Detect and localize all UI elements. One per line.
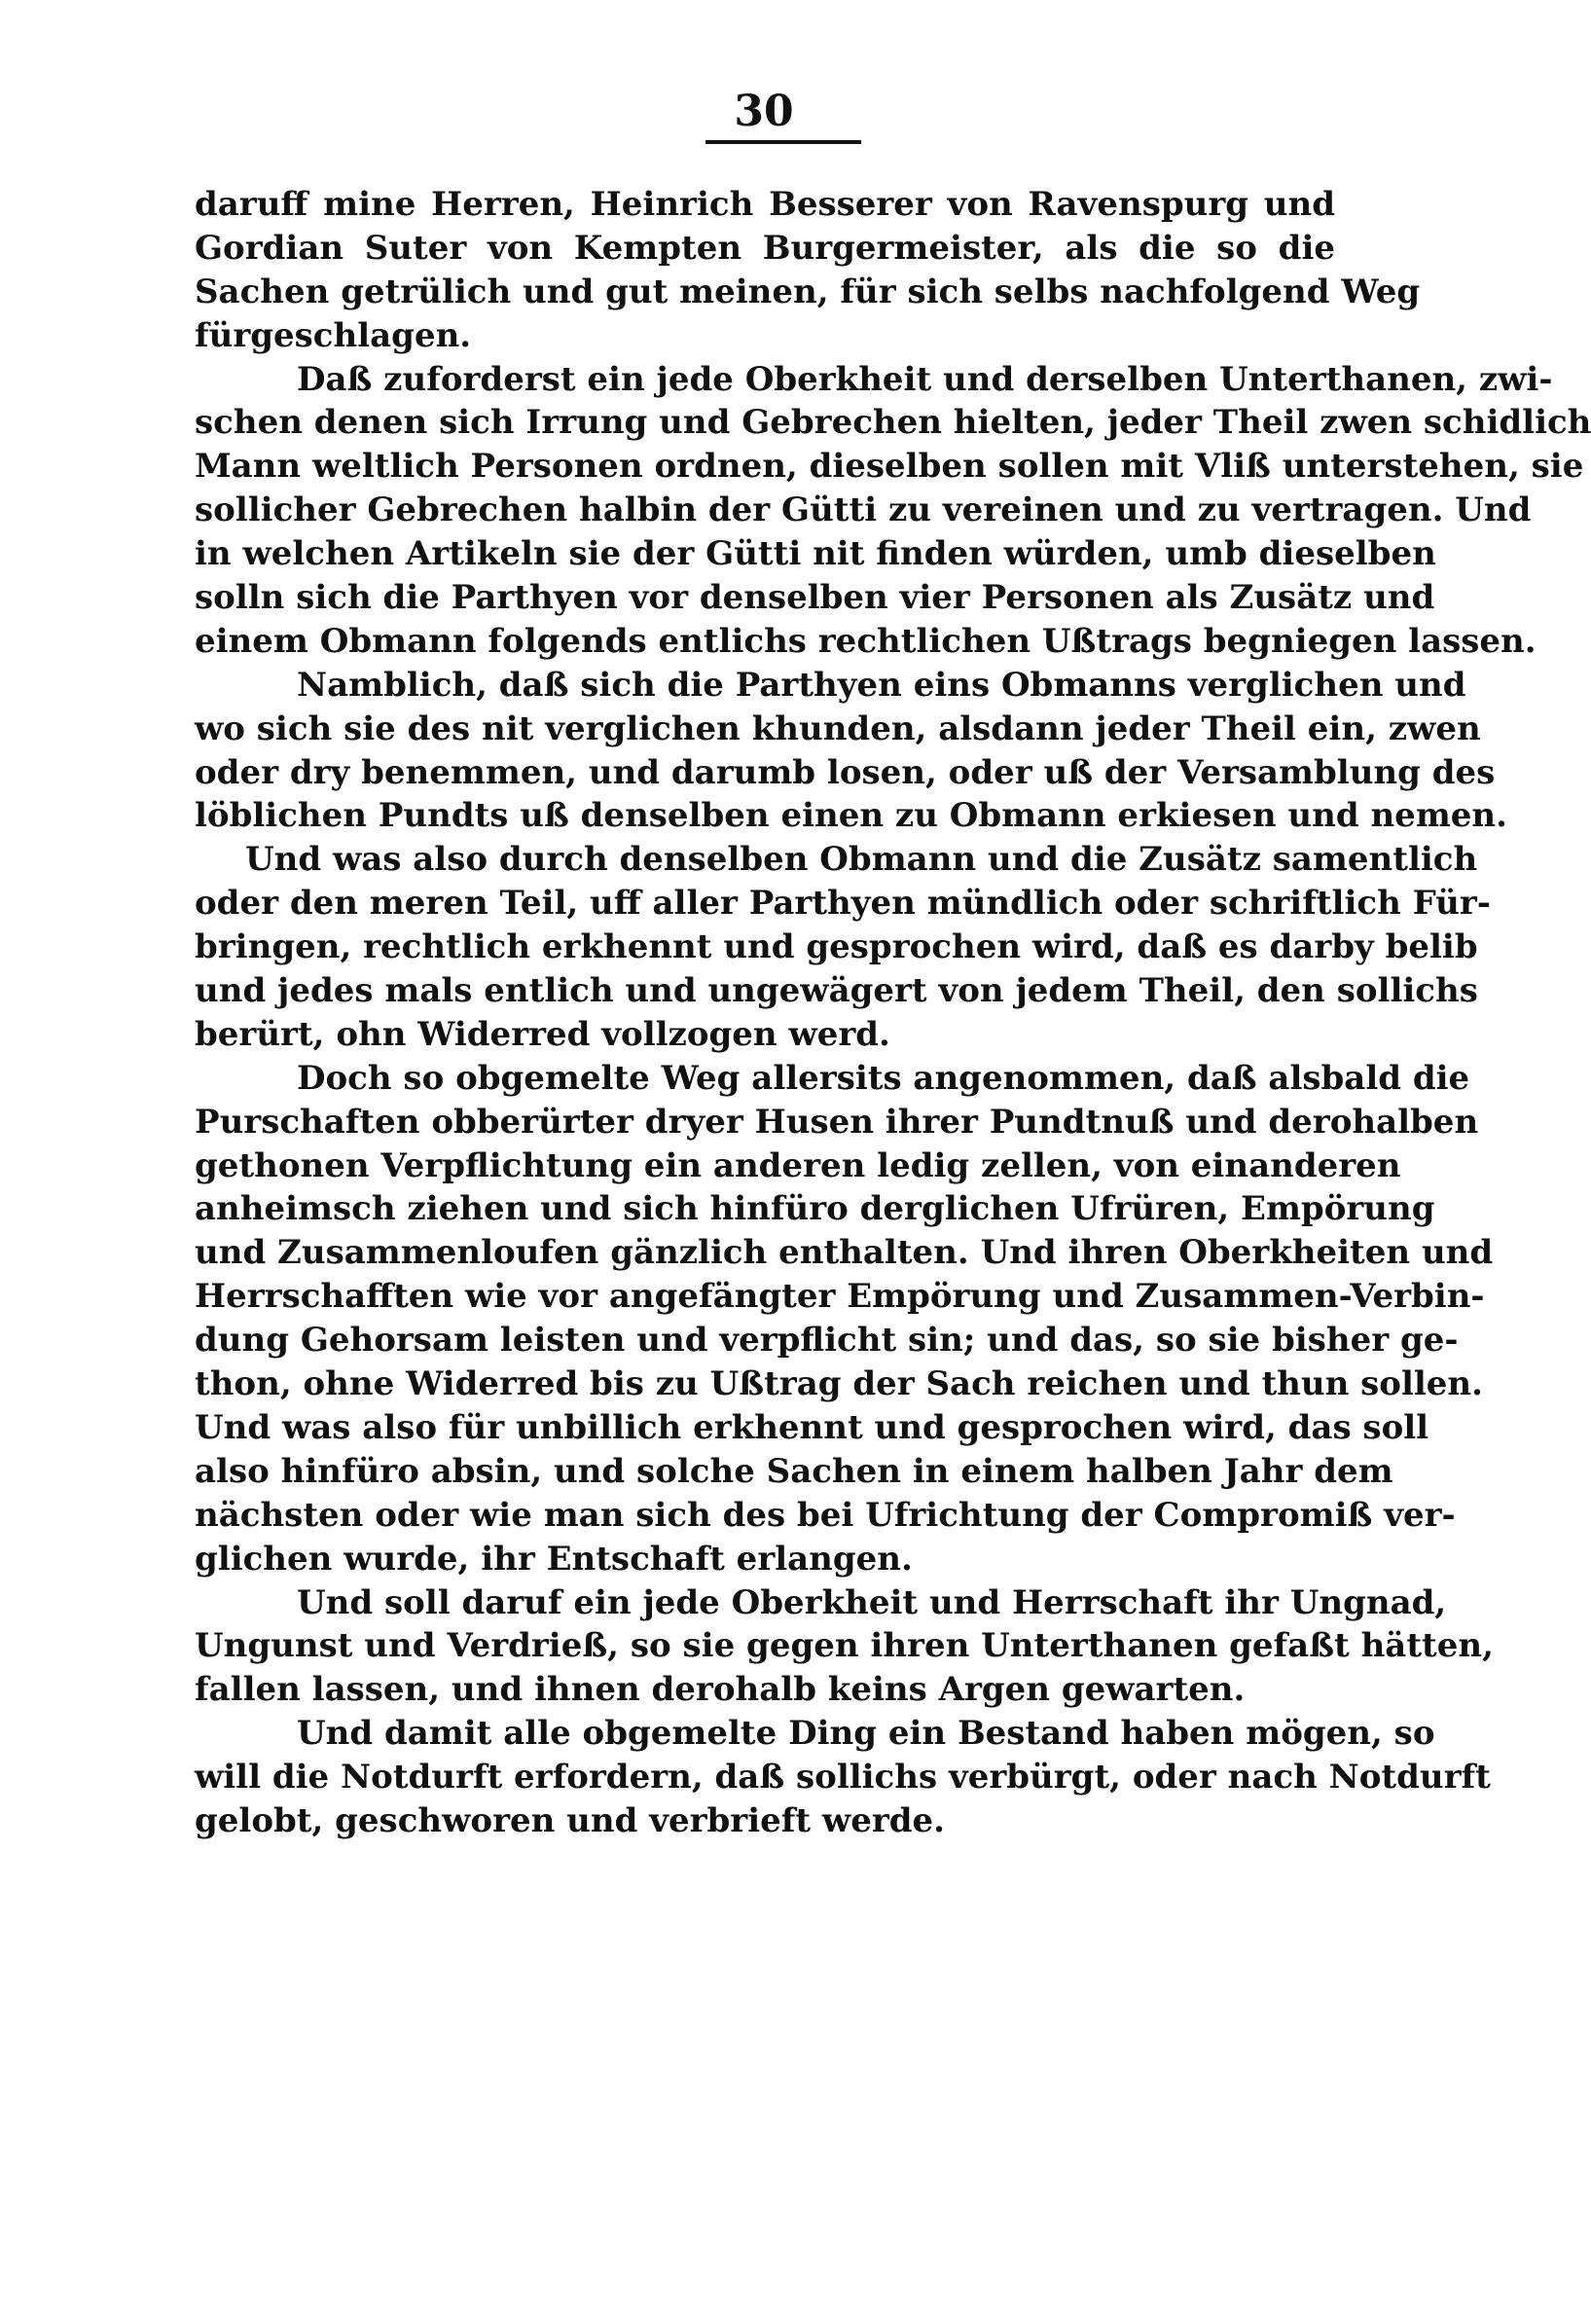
text-line: glichen wurde, ihr Entschaft erlangen.	[195, 1539, 913, 1579]
text-line: will die Notdurft erfordern, daß sollichs verbürgt, oder nach Notdurft	[195, 1758, 1491, 1797]
text-line: fürgeschlagen.	[195, 315, 472, 355]
text-line: Doch so obgemelte Weg allersits angenommen, daß alsbald die	[297, 1058, 1470, 1098]
text-line: dung Gehorsam leisten und verpflicht sin; und das, so sie bisher ge-	[195, 1321, 1459, 1361]
text-line: Daß zuforderst ein jede Oberkheit und derselben Unterthanen, zwi-	[297, 359, 1553, 399]
page-number: 30	[734, 87, 794, 136]
text-line: sollicher Gebrechen halbin der Gütti zu vereinen und zu vertragen. Und	[195, 490, 1532, 530]
text-line: Gordian Suter von Kempten Burgermeister, als die so die	[195, 228, 1335, 268]
text-line: Und soll daruf ein jede Oberkheit und Herrschaft ihr Ungnad,	[297, 1582, 1447, 1622]
text-line: Mann weltlich Personen ordnen, dieselben sollen mit Vliß unterstehen, sie	[195, 447, 1584, 487]
text-line: löblichen Pundts uß denselben einen zu Obmann erkiesen und nemen.	[195, 796, 1507, 836]
text-line: schen denen sich Irrung und Gebrechen hielten, jeder Theil zwen schidlich	[195, 403, 1591, 443]
text-line: wo sich sie des nit verglichen khunden, alsdann jeder Theil ein, zwen	[195, 708, 1481, 748]
text-line: Purschaften obberürter dryer Husen ihrer Pundtnuß und derohalben	[195, 1102, 1479, 1142]
text-line: oder dry benemmen, und darumb losen, oder uß der Versamblung des	[195, 752, 1496, 792]
text-line: daruff mine Herren, Heinrich Besserer von Ravenspurg und	[195, 185, 1335, 224]
text-line: bringen, rechtlich erkhennt und gesprochen wird, daß es darby belib	[195, 927, 1478, 967]
text-line: solln sich die Parthyen vor denselben vier Personen als Zusätz und	[195, 578, 1435, 618]
text-line: gethonen Verpflichtung ein anderen ledig zellen, von einanderen	[195, 1145, 1401, 1185]
text-line: Und was also durch denselben Obmann und die Zusätz samentlich	[245, 840, 1478, 880]
text-line: also hinfüro absin, und solche Sachen in einem halben Jahr dem	[195, 1451, 1393, 1491]
text-line: und Zusammenloufen gänzlich enthalten. Und ihren Oberkheiten und	[195, 1233, 1494, 1273]
text-line: oder den meren Teil, uff aller Parthyen mündlich oder schriftlich Für-	[195, 884, 1491, 924]
text-line: in welchen Artikeln sie der Gütti nit finden würden, umb dieselben	[195, 534, 1436, 574]
page-number-rule	[705, 140, 861, 144]
text-line: fallen lassen, und ihnen derohalb keins Argen gewarten.	[195, 1670, 1246, 1710]
text-line: Ungunst und Verdrieß, so sie gegen ihren Unterthanen gefaßt hätten,	[195, 1626, 1494, 1666]
text-line: Namblich, daß sich die Parthyen eins Obmanns verglichen und	[297, 665, 1466, 705]
text-line: berürt, ohn Widerred vollzogen werd.	[195, 1014, 890, 1054]
text-line: Und was also für unbillich erkhennt und gesprochen wird, das soll	[195, 1407, 1429, 1447]
text-line: nächsten oder wie man sich des bei Ufrichtung der Compromiß ver-	[195, 1495, 1456, 1535]
text-line: Sachen getrülich und gut meinen, für sich selbs nachfolgend Weg	[195, 272, 1421, 311]
text-line: einem Obmann folgends entlichs rechtlichen Ußtrags begniegen lassen.	[195, 621, 1537, 661]
text-line: und jedes mals entlich und ungewägert von jedem Theil, den sollichs	[195, 971, 1478, 1011]
text-line: gelobt, geschworen und verbrieft werde.	[195, 1800, 945, 1840]
text-line: Herrschafften wie vor angefängter Empörung und Zusammen-Verbin-	[195, 1277, 1485, 1317]
body-text	[195, 183, 1591, 1843]
text-line: Und damit alle obgemelte Ding ein Bestand haben mögen, so	[297, 1714, 1435, 1754]
text-line: anheimsch ziehen und sich hinfüro derglichen Ufrüren, Empörung	[195, 1189, 1435, 1229]
text-line: thon, ohne Widerred bis zu Ußtrag der Sach reichen und thun sollen.	[195, 1364, 1483, 1404]
